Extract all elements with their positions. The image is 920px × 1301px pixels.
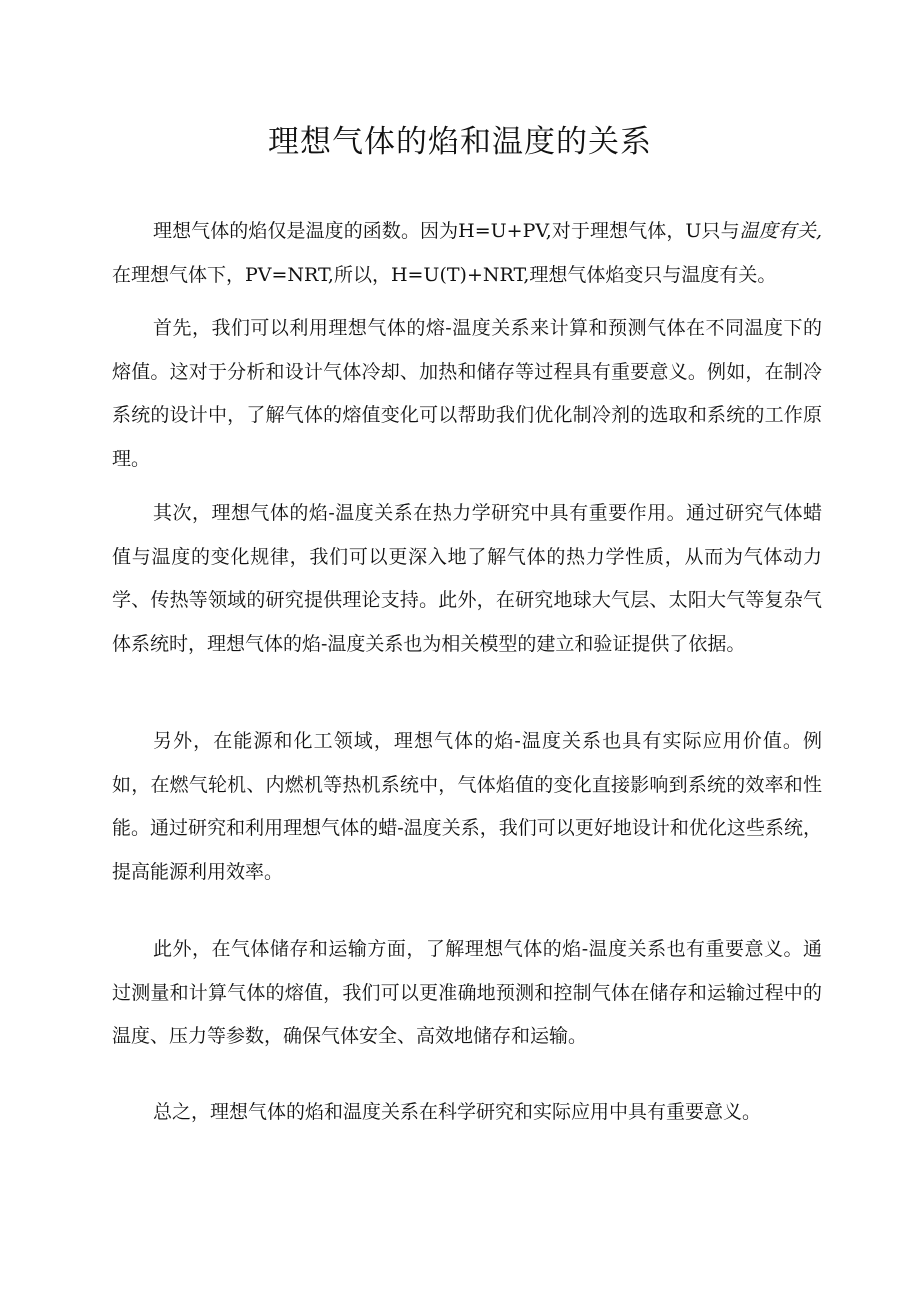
paragraph-2: 首先，我们可以利用理想气体的熔-温度关系来计算和预测气体在不同温度下的熔值。这对于分析和设计气体冷却、加热和储存等过程具有重要意义。例如，在制冷系统的设计中，了解气体的熔值变化可以帮助我们优化制冷剂的选取和系统的工作原理。 <box>112 317 822 470</box>
paragraph-4: 另外，在能源和化工领域，理想气体的焰-温度关系也具有实际应用价值。例如，在燃气轮机、内燃机等热机系统中，气体焰值的变化直接影响到系统的效率和性能。通过研究和利用理想气体的蜡-温度关系，我们可以更好地设计和优化这些系统，提高能源利用效率。 <box>112 730 822 883</box>
paragraph-1 <box>112 210 822 297</box>
paragraph-1-italic-text: 温度有关, <box>739 220 822 242</box>
paragraph-1-text-b: 在理想气体下，PV=NRT,所以，H=U(T)+NRT,理想气体焰变只与温度有关。 <box>112 263 777 286</box>
paragraph-3: 其次，理想气体的焰-温度关系在热力学研究中具有重要作用。通过研究气体蜡值与温度的变化规律，我们可以更深入地了解气体的热力学性质，从而为气体动力学、传热等领域的研究提供理论支持。此外，在研究地球大气层、太阳大气等复杂气体系统时，理想气体的焰-温度关系也为相关模型的建立和验证提供了依据。 <box>112 502 822 655</box>
paragraph-5: 此外，在气体储存和运输方面，了解理想气体的焰-温度关系也有重要意义。通过测量和计算气体的熔值，我们可以更准确地预测和控制气体在储存和运输过程中的温度、压力等参数，确保气体安全、高效地储存和运输。 <box>112 938 822 1047</box>
paragraph-1-text-a: 理想气体的焰仅是温度的函数。因为H=U+PV,对于理想气体，U只与 <box>153 220 740 242</box>
document-title: 理想气体的焰和温度的关系 <box>268 124 652 160</box>
paragraph-6: 总之，理想气体的焰和温度关系在科学研究和实际应用中具有重要意义。 <box>153 1101 762 1123</box>
